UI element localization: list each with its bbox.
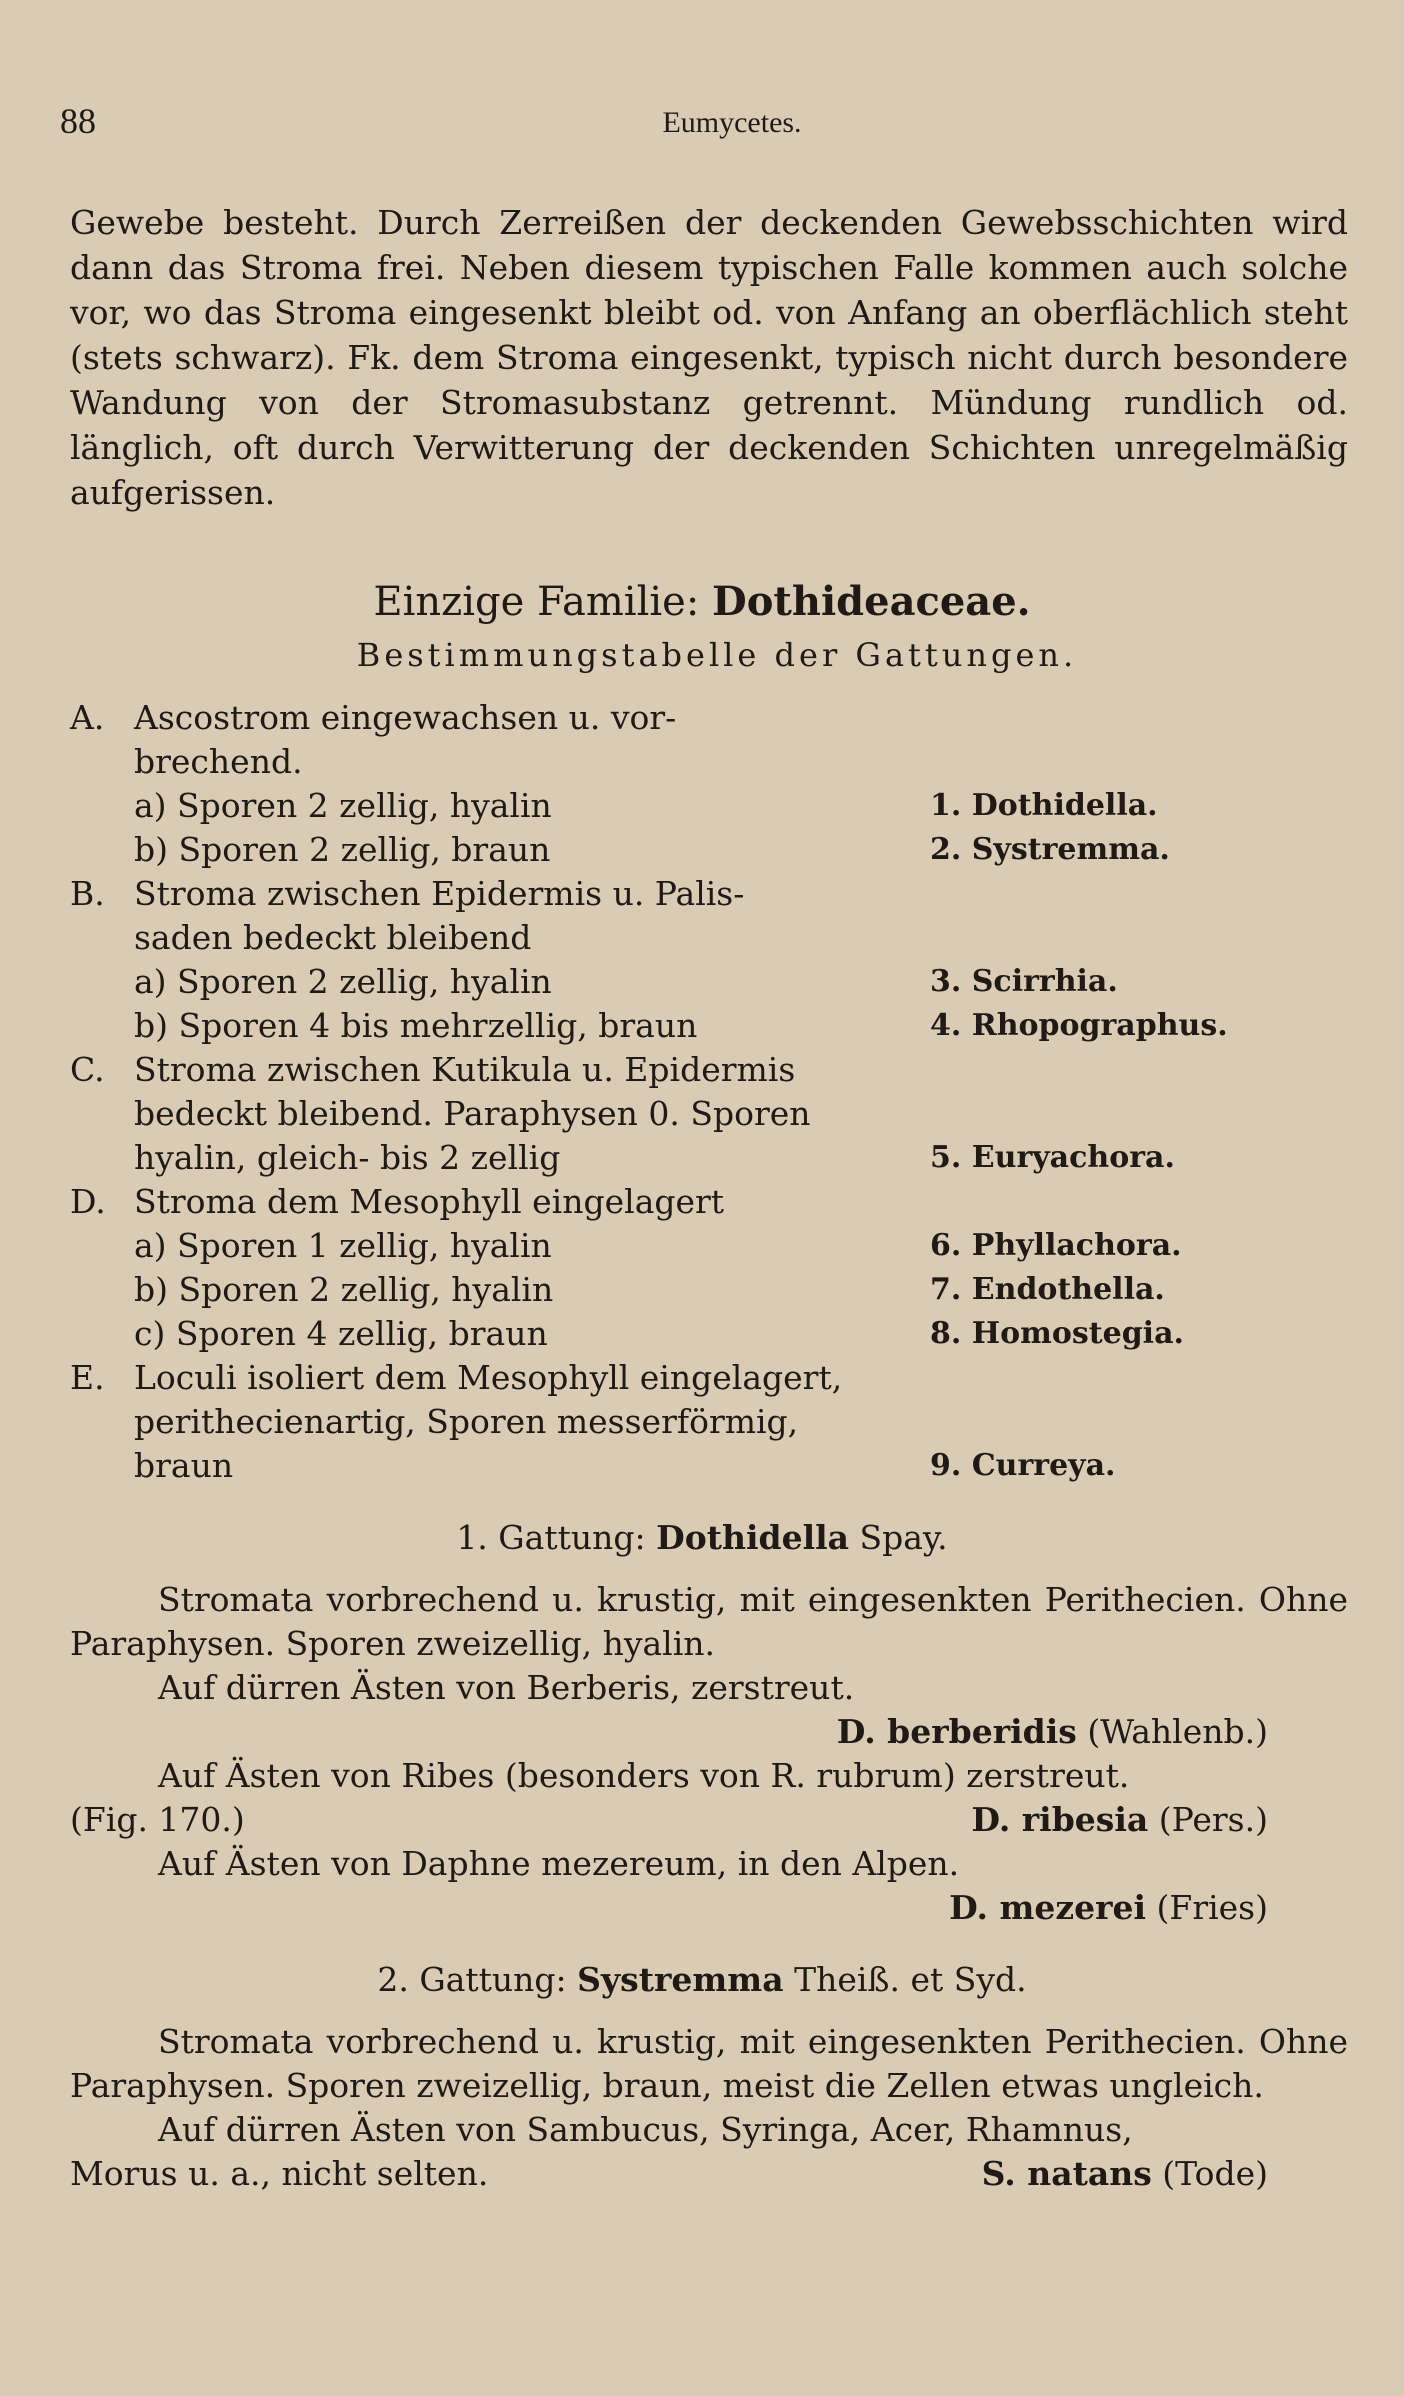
genus-key-table [70,696,1310,1488]
key-description: saden bedeckt bleibend [134,918,532,957]
species-name: S. natans [981,2154,1152,2193]
page-header [60,100,1344,160]
species-author: (Tode) [1151,2154,1268,2193]
key-letter: E. [70,1358,105,1397]
key-row [70,1356,1310,1400]
key-description: Stroma zwischen Kutikula u. Epidermis [134,1050,796,1089]
key-description: Ascostrom eingewachsen u. vor- [134,698,677,737]
key-description: perithecienartig, Sporen messerförmig, [134,1402,799,1441]
species-name: D. ribesia [971,1800,1149,1839]
key-description: Stroma dem Mesophyll eingelagert [134,1182,725,1221]
genus-heading-prefix: 2. Gattung: [377,1960,578,1999]
key-row [70,696,1310,740]
family-prefix: Einzige Familie: [373,579,713,625]
genus-heading-2 [0,1960,1404,1999]
genus-author: Spay. [849,1518,948,1557]
genus-heading-prefix: 1. Gattung: [456,1518,657,1557]
key-description: a) Sporen 2 zellig, hyalin [134,962,552,1001]
genus-description: Stromata vorbrechend u. krustig, mit eingesenkten Perithecien. Ohne Paraphysen. Sporen zweizellig, hyalin. [70,1580,1348,1663]
running-title: Eumycetes. [662,106,802,139]
key-row [70,1268,1310,1312]
key-description: bedeckt bleibend. Paraphysen 0. Sporen [134,1094,811,1133]
species-line [70,1710,1348,1754]
figure-reference: (Fig. 170.) [70,1800,245,1839]
key-genus: 6. Phyllachora. [930,1228,1182,1263]
genus-heading-1 [0,1518,1404,1557]
key-row [70,1444,1310,1488]
key-description: hyalin, gleich- bis 2 zellig [134,1138,561,1177]
species-name: D. berberidis [836,1712,1077,1751]
key-row [70,828,1310,872]
genus-name: Systremma [577,1960,784,1999]
key-row [70,960,1310,1004]
key-description: c) Sporen 4 zellig, braun [134,1314,548,1353]
genus-1-section [70,1578,1348,1930]
key-genus: 7. Endothella. [930,1272,1165,1307]
key-row [70,1136,1310,1180]
intro-paragraph: Gewebe besteht. Durch Zerreißen der deckenden Gewebsschichten wird dann das Stroma frei. Neben diesem typischen Falle kommen auch solche vor, wo das Stroma eingesenkt bleibt od. von Anfang an oberflächlich steht (stets schwarz). Fk. dem Stroma eingesenkt, typisch nicht durch besondere Wandung von der Stromasubstanz getrennt. Mündung rundlich od. länglich, oft durch Verwitterung der deckenden Schichten unregelmäßig aufgerissen. [70,203,1348,512]
key-description: b) Sporen 2 zellig, braun [134,830,551,869]
species-line [70,1886,1348,1930]
genus-author: Theiß. et Syd. [783,1960,1027,1999]
species-line [70,2152,1348,2196]
key-genus: 5. Euryachora. [930,1140,1175,1175]
host-text: Auf dürren Ästen von Berberis, zerstreut. [158,1668,855,1707]
host-line [70,2108,1348,2152]
key-table-title: Bestimmungstabelle der Gattungen. [356,636,1078,674]
family-name: Dothideaceae. [712,578,1031,625]
host-text: Auf Ästen von Daphne mezereum, in den Alpen. [158,1844,960,1883]
species-line [70,1798,1348,1842]
key-description: b) Sporen 2 zellig, hyalin [134,1270,554,1309]
key-genus: 8. Homostegia. [930,1316,1184,1351]
key-row [70,1224,1310,1268]
species-author: (Fries) [1146,1888,1268,1927]
key-row [70,740,1310,784]
key-row [70,1004,1310,1048]
host-text: Auf Ästen von Ribes (besonders von R. rubrum) zerstreut. [158,1756,1130,1795]
host-text: Auf dürren Ästen von Sambucus, Syringa, Acer, Rhamnus, [158,2110,1133,2149]
key-description: a) Sporen 1 zellig, hyalin [134,1226,552,1265]
key-letter: D. [70,1182,106,1221]
host-line [70,1842,1348,1886]
key-genus: 9. Curreya. [930,1448,1116,1483]
key-description: Loculi isoliert dem Mesophyll eingelagert, [134,1358,843,1397]
key-description: Stroma zwischen Epidermis u. Palis- [134,874,745,913]
key-description: b) Sporen 4 bis mehrzellig, braun [134,1006,698,1045]
species-author: (Pers.) [1148,1800,1268,1839]
key-genus: 2. Systremma. [930,832,1170,867]
key-genus: 3. Scirrhia. [930,964,1118,999]
key-row [70,1400,1310,1444]
key-row [70,1312,1310,1356]
key-description: brechend. [134,742,303,781]
key-row [70,916,1310,960]
key-genus: 4. Rhopographus. [930,1008,1228,1043]
key-row [70,1092,1310,1136]
key-row [70,1048,1310,1092]
page-number: 88 [60,101,96,141]
host-line [70,1666,1348,1710]
genus-2-section [70,2020,1348,2196]
host-line [70,1754,1348,1798]
family-heading [0,578,1404,625]
species-author: (Wahlenb.) [1076,1712,1268,1751]
host-text-continued: Morus u. a., nicht selten. [70,2154,489,2193]
key-genus: 1. Dothidella. [930,788,1158,823]
genus-name: Dothidella [656,1518,850,1557]
key-letter: C. [70,1050,105,1089]
species-name: D. mezerei [949,1888,1147,1927]
key-row [70,872,1310,916]
key-row [70,1180,1310,1224]
key-description: a) Sporen 2 zellig, hyalin [134,786,552,825]
key-description: braun [134,1446,234,1485]
key-letter: B. [70,874,105,913]
genus-description: Stromata vorbrechend u. krustig, mit eingesenkten Perithecien. Ohne Paraphysen. Sporen zweizellig, braun, meist die Zellen etwas ungleich. [70,2022,1348,2105]
key-letter: A. [70,698,105,737]
key-row [70,784,1310,828]
